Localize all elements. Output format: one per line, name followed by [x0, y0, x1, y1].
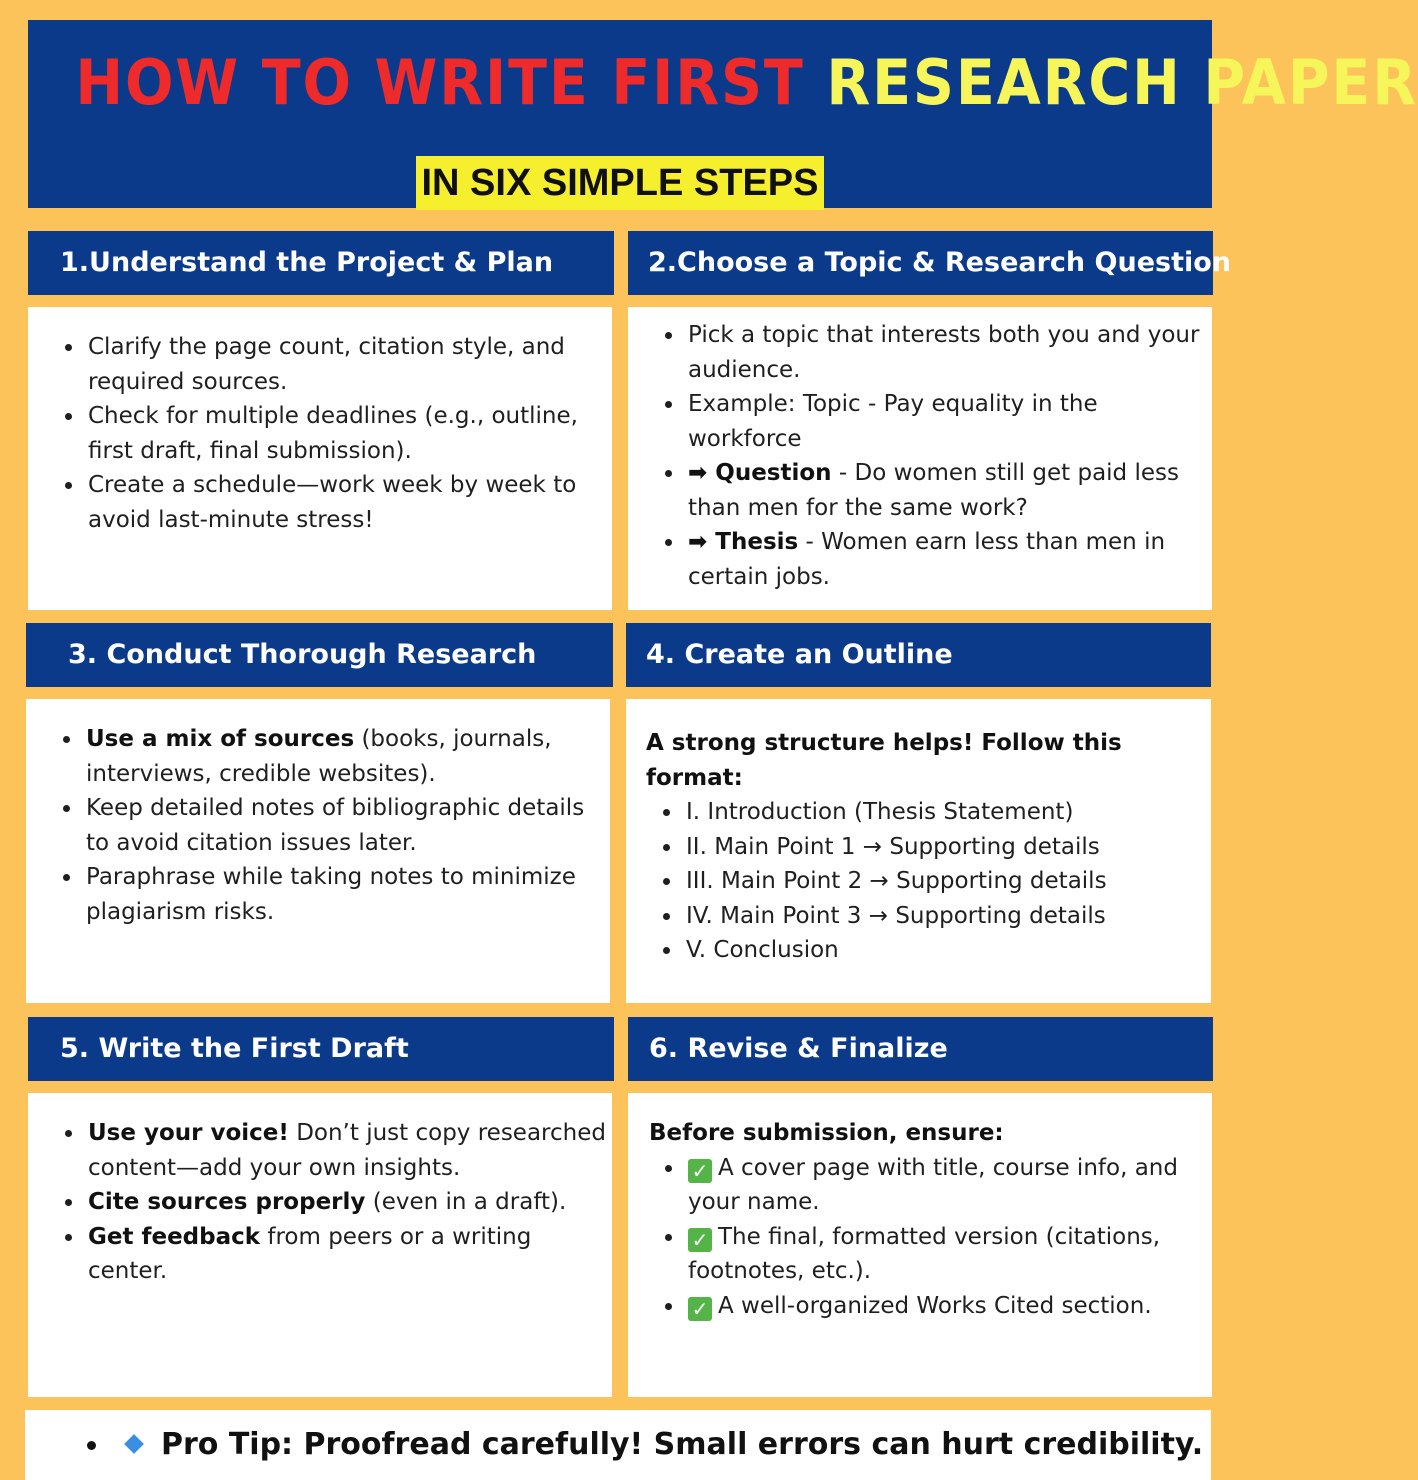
list-item: Clarify the page count, citation style, and required sources. — [88, 330, 612, 399]
question-text: - Do women still get paid less than men for the same work? — [688, 460, 1179, 521]
header-banner — [28, 20, 1418, 208]
list-item — [88, 1220, 612, 1289]
step-6-body — [628, 1093, 1212, 1397]
check-text: A cover page with title, course info, and your name. — [688, 1154, 1178, 1215]
step-2-list — [628, 318, 1212, 594]
list-item: II. Main Point 1 → Supporting details — [686, 830, 1211, 865]
list-item — [88, 1185, 612, 1220]
list-item: V. Conclusion — [686, 933, 1211, 968]
step-5-body — [28, 1093, 612, 1397]
list-item — [688, 456, 1212, 525]
sources-label: Use a mix of sources — [86, 726, 355, 752]
list-item: IV. Main Point 3 → Supporting details — [686, 899, 1211, 934]
list-item: Check for multiple deadlines (e.g., outline, first draft, final submission). — [88, 399, 612, 468]
step-4-heading: 4. Create an Outline — [626, 623, 1211, 687]
pro-tip-bar — [25, 1410, 1211, 1480]
question-label: ➡ Question — [688, 460, 832, 486]
step-5-list — [28, 1116, 612, 1289]
list-item: III. Main Point 2 → Supporting details — [686, 864, 1211, 899]
step-2-body — [628, 307, 1212, 610]
step-4-body — [626, 699, 1211, 1003]
list-item: Create a schedule—work week by week to avoid last-minute stress! — [88, 468, 612, 537]
list-item — [688, 1151, 1212, 1220]
list-item: Paraphrase while taking notes to minimize plagiarism risks. — [86, 860, 610, 929]
cite-label: Cite sources properly — [88, 1189, 366, 1215]
title-part-red: HOW TO WRITE FIRST — [75, 46, 805, 119]
page-title — [75, 46, 1418, 119]
step-3-list — [26, 722, 610, 929]
finalize-intro: Before submission, ensure: — [649, 1120, 1004, 1146]
voice-text: Don’t just copy researched content—add your own insights. — [88, 1120, 606, 1181]
cite-text: (even in a draft). — [365, 1189, 567, 1215]
list-item — [688, 525, 1212, 594]
bullet-dot — [87, 1441, 96, 1450]
list-item — [88, 1116, 612, 1185]
list-item — [86, 722, 610, 791]
step-5-heading: 5. Write the First Draft — [28, 1017, 614, 1081]
step-2-heading: 2.Choose a Topic & Research Question — [628, 231, 1213, 295]
check-mark-icon: ✓ — [688, 1159, 712, 1183]
pro-tip-text: Pro Tip: Proofread carefully! Small errors can hurt credibility. — [161, 1427, 1204, 1462]
step-6-heading: 6. Revise & Finalize — [628, 1017, 1213, 1081]
feedback-text: from peers or a writing center. — [88, 1223, 532, 1284]
title-part-yellow: RESEARCH PAPER — [826, 46, 1418, 119]
check-mark-icon: ✓ — [688, 1228, 712, 1252]
step-1-body — [28, 307, 612, 610]
step-3-heading: 3. Conduct Thorough Research — [26, 623, 613, 687]
step-3-body — [26, 699, 610, 1003]
list-item: I. Introduction (Thesis Statement) — [686, 795, 1211, 830]
list-item: Pick a topic that interests both you and your audience. — [688, 318, 1212, 387]
step-6-list — [628, 1151, 1212, 1324]
feedback-label: Get feedback — [88, 1223, 261, 1250]
step-1-list — [28, 330, 612, 537]
list-item: Keep detailed notes of bibliographic details to avoid citation issues later. — [86, 791, 610, 860]
check-mark-icon: ✓ — [688, 1297, 712, 1321]
thesis-label: ➡ Thesis — [688, 529, 799, 555]
list-item — [688, 1289, 1212, 1324]
check-text: The final, formatted version (citations, footnotes, etc.). — [688, 1223, 1161, 1284]
subtitle: IN SIX SIMPLE STEPS — [416, 156, 825, 210]
blue-diamond-icon — [124, 1434, 144, 1454]
voice-label: Use your voice! — [88, 1120, 289, 1146]
outline-intro: A strong structure helps! Follow this format: — [646, 730, 1122, 791]
step-4-list — [626, 795, 1211, 968]
sources-text: (books, journals, interviews, credible websites). — [86, 726, 552, 787]
check-text: A well-organized Works Cited section. — [718, 1292, 1152, 1319]
thesis-text: - Women earn less than men in certain jobs. — [688, 529, 1166, 590]
list-item — [688, 1220, 1212, 1289]
step-1-heading: 1.Understand the Project & Plan — [28, 231, 614, 295]
list-item: Example: Topic - Pay equality in the workforce — [688, 387, 1212, 456]
